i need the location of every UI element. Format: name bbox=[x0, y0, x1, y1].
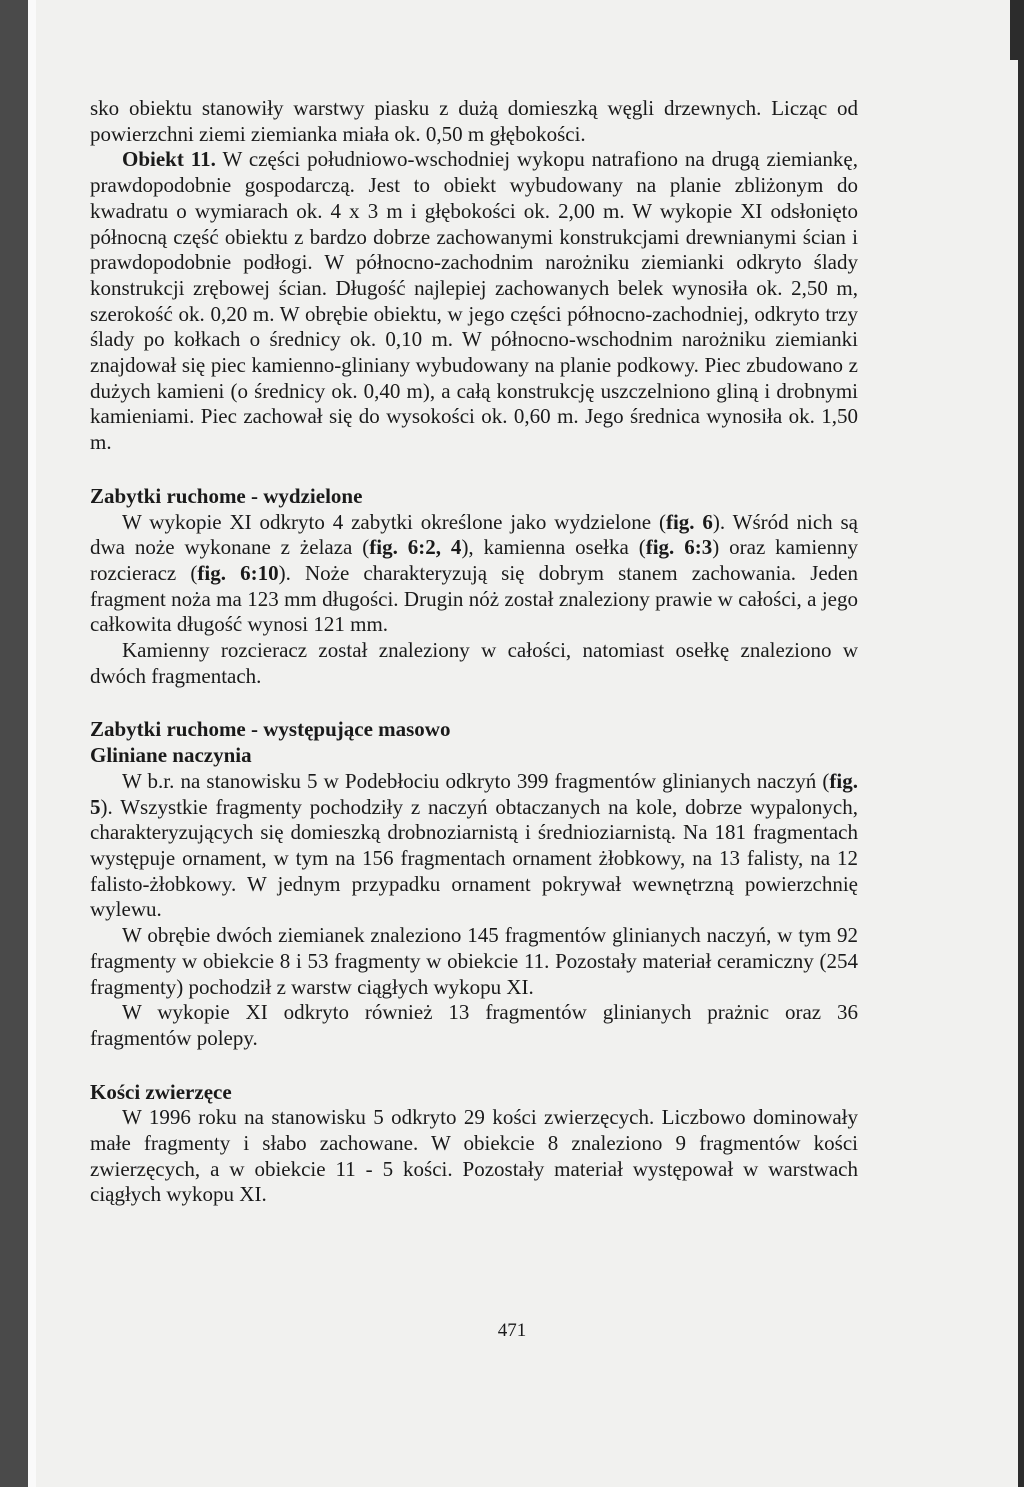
scan-edge-left bbox=[0, 0, 36, 1487]
heading-zabytki-wydzielone: Zabytki ruchome - wydzielone bbox=[90, 483, 363, 508]
paragraph-continuation: sko obiektu stanowiły warstwy piasku z dużą domieszką węgli drzewnych. Licząc od powierzchni ziemi ziemianka miała ok. 0,50 m głębokości. bbox=[90, 96, 858, 146]
obiekt-11-lead: Obiekt 11. bbox=[122, 147, 216, 172]
heading-kosci-zwierzece: Kości zwierzęce bbox=[90, 1079, 232, 1104]
paragraph-obiekt-11 bbox=[90, 147, 858, 455]
page-number: 471 bbox=[497, 1320, 527, 1341]
scan-edge-right bbox=[1018, 0, 1024, 1487]
paragraph-gliniane-naczynia: W b.r. na stanowisku 5 w Podebłociu odkryto 399 fragmentów glinianych naczyń (fig. 5). Wszystkie fragmenty pochodziły z naczyń obtaczanych na kole, dobrze wypalonych, charakteryzujących się domieszką drobnoziarnistą i średnioziarnistą. Na 181 fragmentach występuje ornament, w tym na 156 fragmentach ornament żłobkowy, na 13 falisty, na 12 falisto-żłobkowy. W jednym przypadku ornament pokrywał wewnętrzną powierzchnię wylewu. bbox=[90, 768, 858, 922]
heading-zabytki-masowo: Zabytki ruchome - występujące masowo bbox=[90, 717, 451, 742]
paragraph-rozcieracz: Kamienny rozcieracz został znaleziony w całości, natomiast osełkę znaleziono w dwóch fragmentach. bbox=[90, 638, 858, 688]
paragraph-kosci: W 1996 roku na stanowisku 5 odkryto 29 kości zwierzęcych. Liczbowo dominowały małe fragmenty i słabo zachowane. W obiekcie 8 znaleziono 9 fragmentów kości zwierzęcych, a w obiekcie 11 - 5 kości. Pozostały materiał występował w warstwach ciągłych wykopu XI. bbox=[90, 1105, 858, 1207]
paragraph-prażnice: W wykopie XI odkryto również 13 fragmentów glinianych prażnic oraz 36 fragmentów polepy. bbox=[90, 1000, 858, 1050]
subheading-gliniane-naczynia: Gliniane naczynia bbox=[90, 743, 252, 768]
page-body bbox=[90, 96, 858, 1208]
paragraph-ziemianki-fragmenty: W obrębie dwóch ziemianek znaleziono 145 fragmentów glinianych naczyń, w tym 92 fragmenty w obiekcie 8 i 53 fragmenty w obiekcie 11. Pozostały materiał ceramiczny (254 fragmenty) pochodził z warstw ciągłych wykopu XI. bbox=[90, 923, 858, 999]
paragraph-zabytki-wydzielone: W wykopie XI odkryto 4 zabytki określone jako wydzielone (fig. 6). Wśród nich są dwa noże wykonane z żelaza (fig. 6:2, 4), kamienna osełka (fig. 6:3) oraz kamienny rozcieracz (fig. 6:10). Noże charakteryzują się dobrym stanem zachowania. Jeden fragment noża ma 123 mm długości. Drugin nóż został znaleziony prawie w całości, a jego całkowita długość wynosi 121 mm. bbox=[90, 509, 859, 637]
obiekt-11-text: W części południowo-wschodniej wykopu natrafiono na drugą ziemiankę, prawdopodobnie gospodarczą. Jest to obiekt wybudowany na planie zbliżonym do kwadratu o wymiarach ok. 4 x 3 m i głębokości ok. 2,00 m. W wykopie XI odsłonięto północną część obiektu z bardzo dobrze zachowanymi konstrukcjami drewnianymi ścian i prawdopodobnie podłogi. W północno-zachodnim narożniku ziemianki odkryto ślady konstrukcji zrębowej ścian. Długość najlepiej zachowanych belek wynosiła ok. 2,50 m, szerokość ok. 0,20 m. W obrębie obiektu, w jego części północno-zachodniej, odkryto trzy ślady po kołkach o średnicy ok. 0,10 m. W północno-wschodnim narożniku ziemianki znajdował się piec kamienno-gliniany wybudowany na planie podkowy. Piec zbudowano z dużych kamieni (o średnicy ok. 0,40 m), a całą konstrukcję uszczelniono gliną i drobnymi kamieniami. Piec zachował się do wysokości ok. 0,60 m. Jego średnica wynosiła ok. 1,50 m. bbox=[90, 147, 858, 455]
